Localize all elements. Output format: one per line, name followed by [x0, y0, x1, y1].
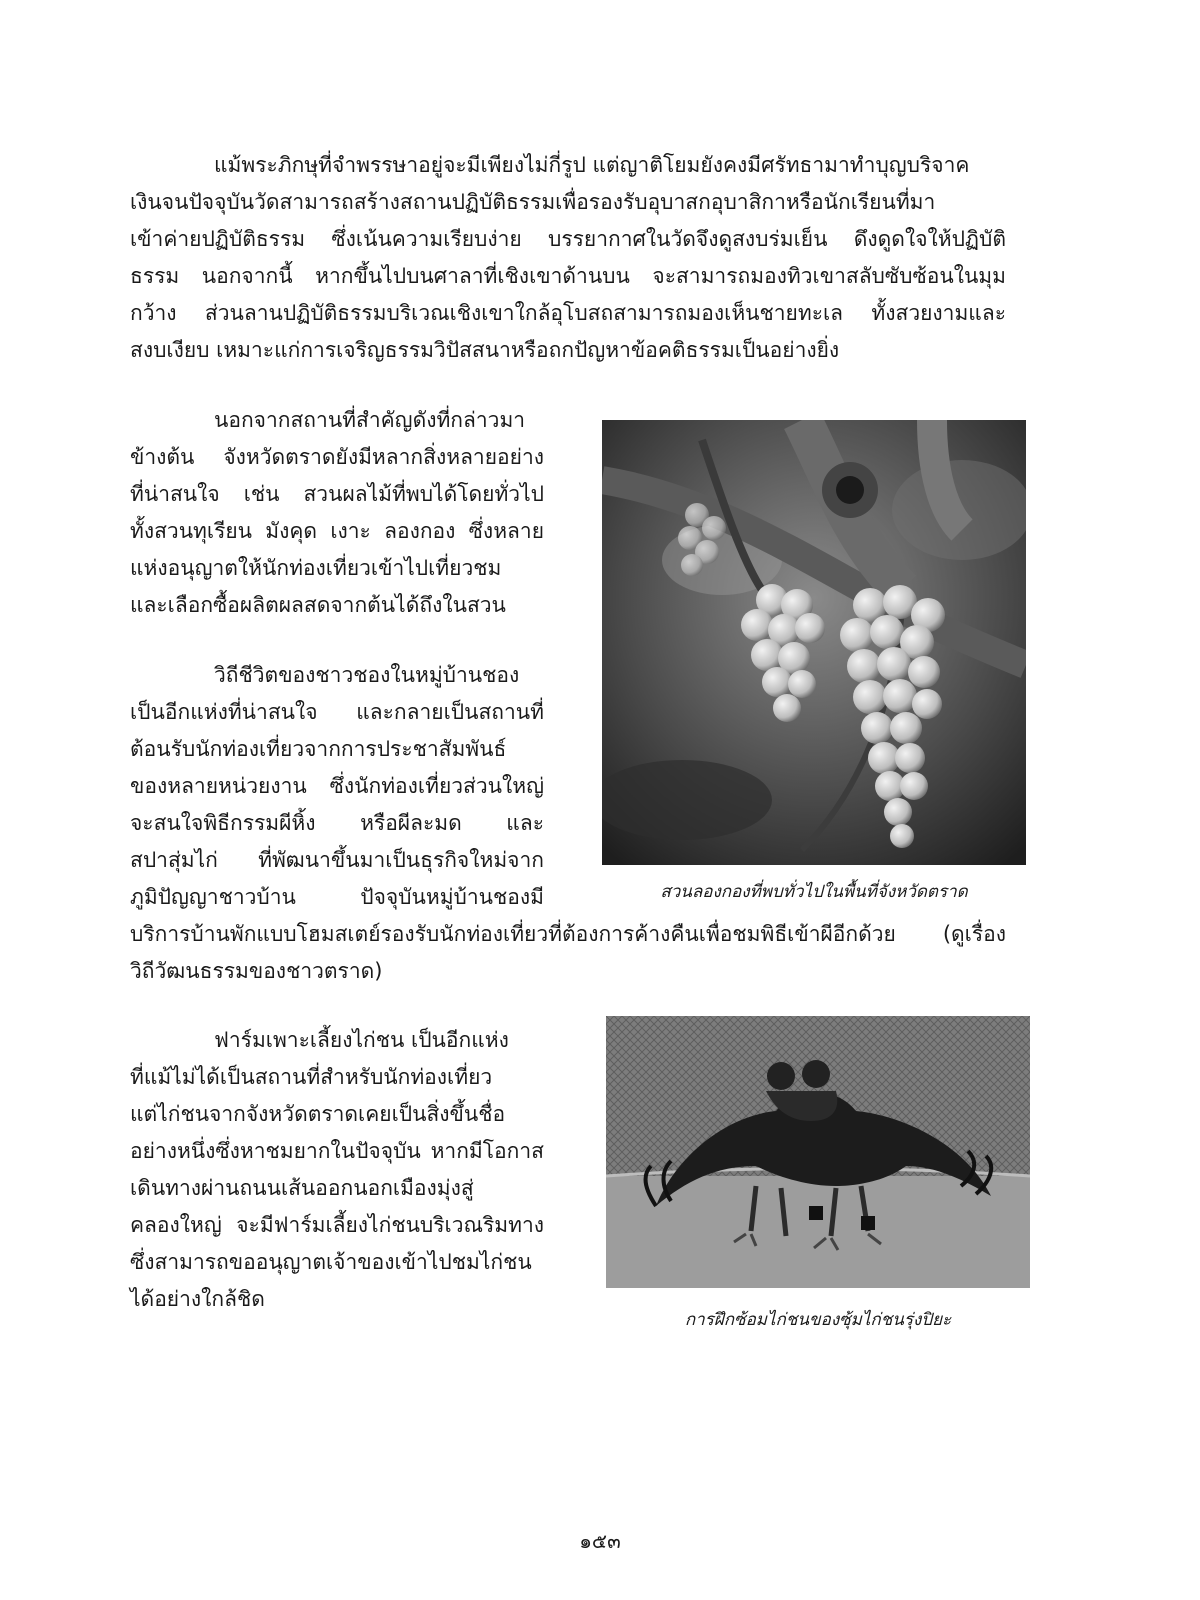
- text-line: เข้าค่ายปฏิบัติธรรม ซึ่งเน้นความเรียบง่าย บรรยากาศในวัดจึงดูสงบร่มเย็น ดึงดูดใจให้ปฏิบัติ: [130, 227, 1006, 251]
- text-line: คลองใหญ่ จะมีฟาร์มเลี้ยงไก่ชนบริเวณริมทาง: [130, 1213, 544, 1237]
- text-line: ได้อย่างใกล้ชิด: [130, 1287, 265, 1311]
- text-line: แม้พระภิกษุที่จำพรรษาอยู่จะมีเพียงไม่กี่รูป แต่ญาติโยมยังคงมีศรัทธามาทำบุญบริจาค: [214, 153, 970, 177]
- text-line: เป็นอีกแห่งที่น่าสนใจ และกลายเป็นสถานที่: [130, 700, 544, 724]
- text-line: สปาสุ่มไก่ ที่พัฒนาขึ้นมาเป็นธุรกิจใหม่จาก: [130, 848, 544, 872]
- figure-1-caption: สวนลองกองที่พบทั่วไปในพื้นที่จังหวัดตราด: [660, 882, 968, 902]
- text-line: ที่น่าสนใจ เช่น สวนผลไม้ที่พบได้โดยทั่วไป: [130, 482, 544, 506]
- text-line: ซึ่งสามารถขออนุญาตเจ้าของเข้าไปชมไก่ชน: [130, 1250, 532, 1274]
- text-line: ฟาร์มเพาะเลี้ยงไก่ชน เป็นอีกแห่ง: [214, 1028, 509, 1052]
- page-number: ๑๕๓: [579, 1529, 621, 1553]
- text-line: ต้อนรับนักท่องเที่ยวจากการประชาสัมพันธ์: [130, 737, 507, 761]
- text-line: วิถีชีวิตของชาวชองในหมู่บ้านชอง: [214, 663, 520, 687]
- text-line: เดินทางผ่านถนนเส้นออกนอกเมืองมุ่งสู่: [130, 1176, 474, 1200]
- longkong-photo: [602, 420, 1026, 865]
- text-line: ข้างต้น จังหวัดตราดยังมีหลากสิ่งหลายอย่าง: [130, 445, 544, 469]
- text-line: ที่แม้ไม่ได้เป็นสถานที่สำหรับนักท่องเที่ยว: [130, 1065, 493, 1089]
- text-line: แห่งอนุญาตให้นักท่องเที่ยวเข้าไปเที่ยวชม: [130, 556, 502, 580]
- text-line: อย่างหนึ่งซึ่งหาชมยากในปัจจุบัน หากมีโอกาส: [130, 1139, 544, 1163]
- text-line: ทั้งสวนทุเรียน มังคุด เงาะ ลองกอง ซึ่งหลาย: [130, 519, 544, 543]
- fighting-cocks-photo: [606, 1016, 1030, 1288]
- text-line: บริการบ้านพักแบบโฮมสเตย์รองรับนักท่องเที่ยวที่ต้องการค้างคืนเพื่อชมพิธีเข้าผีอีกด้วย (ดูเรื่อง: [130, 922, 1006, 946]
- text-line: ธรรม นอกจากนี้ หากขึ้นไปบนศาลาที่เชิงเขาด้านบน จะสามารถมองทิวเขาสลับซับซ้อนในมุม: [130, 264, 1006, 288]
- text-line: จะสนใจพิธีกรรมผีหิ้ง หรือผีละมด และ: [130, 811, 544, 835]
- text-line: ของหลายหน่วยงาน ซึ่งนักท่องเที่ยวส่วนใหญ่: [130, 774, 544, 798]
- text-line: วิถีวัฒนธรรมของชาวตราด): [130, 959, 383, 983]
- text-line: และเลือกซื้อผลิตผลสดจากต้นได้ถึงในสวน: [130, 593, 506, 617]
- figure-2-caption: การฝึกซ้อมไก่ชนของซุ้มไก่ชนรุ่งปิยะ: [684, 1310, 952, 1330]
- text-line: กว้าง ส่วนลานปฏิบัติธรรมบริเวณเชิงเขาใกล้อุโบสถสามารถมองเห็นชายทะเล ทั้งสวยงามและ: [130, 301, 1006, 325]
- text-line: นอกจากสถานที่สำคัญดังที่กล่าวมา: [214, 408, 526, 432]
- text-line: แต่ไก่ชนจากจังหวัดตราดเคยเป็นสิ่งขึ้นชื่อ: [130, 1102, 506, 1126]
- text-line: ภูมิปัญญาชาวบ้าน ปัจจุบันหมู่บ้านชองมี: [130, 885, 544, 909]
- text-line: เงินจนปัจจุบันวัดสามารถสร้างสถานปฏิบัติธรรมเพื่อรองรับอุบาสกอุบาสิกาหรือนักเรียนที่มา: [130, 190, 936, 214]
- text-line: สงบเงียบ เหมาะแก่การเจริญธรรมวิปัสสนาหรือถกปัญหาข้อคติธรรมเป็นอย่างยิ่ง: [130, 338, 840, 362]
